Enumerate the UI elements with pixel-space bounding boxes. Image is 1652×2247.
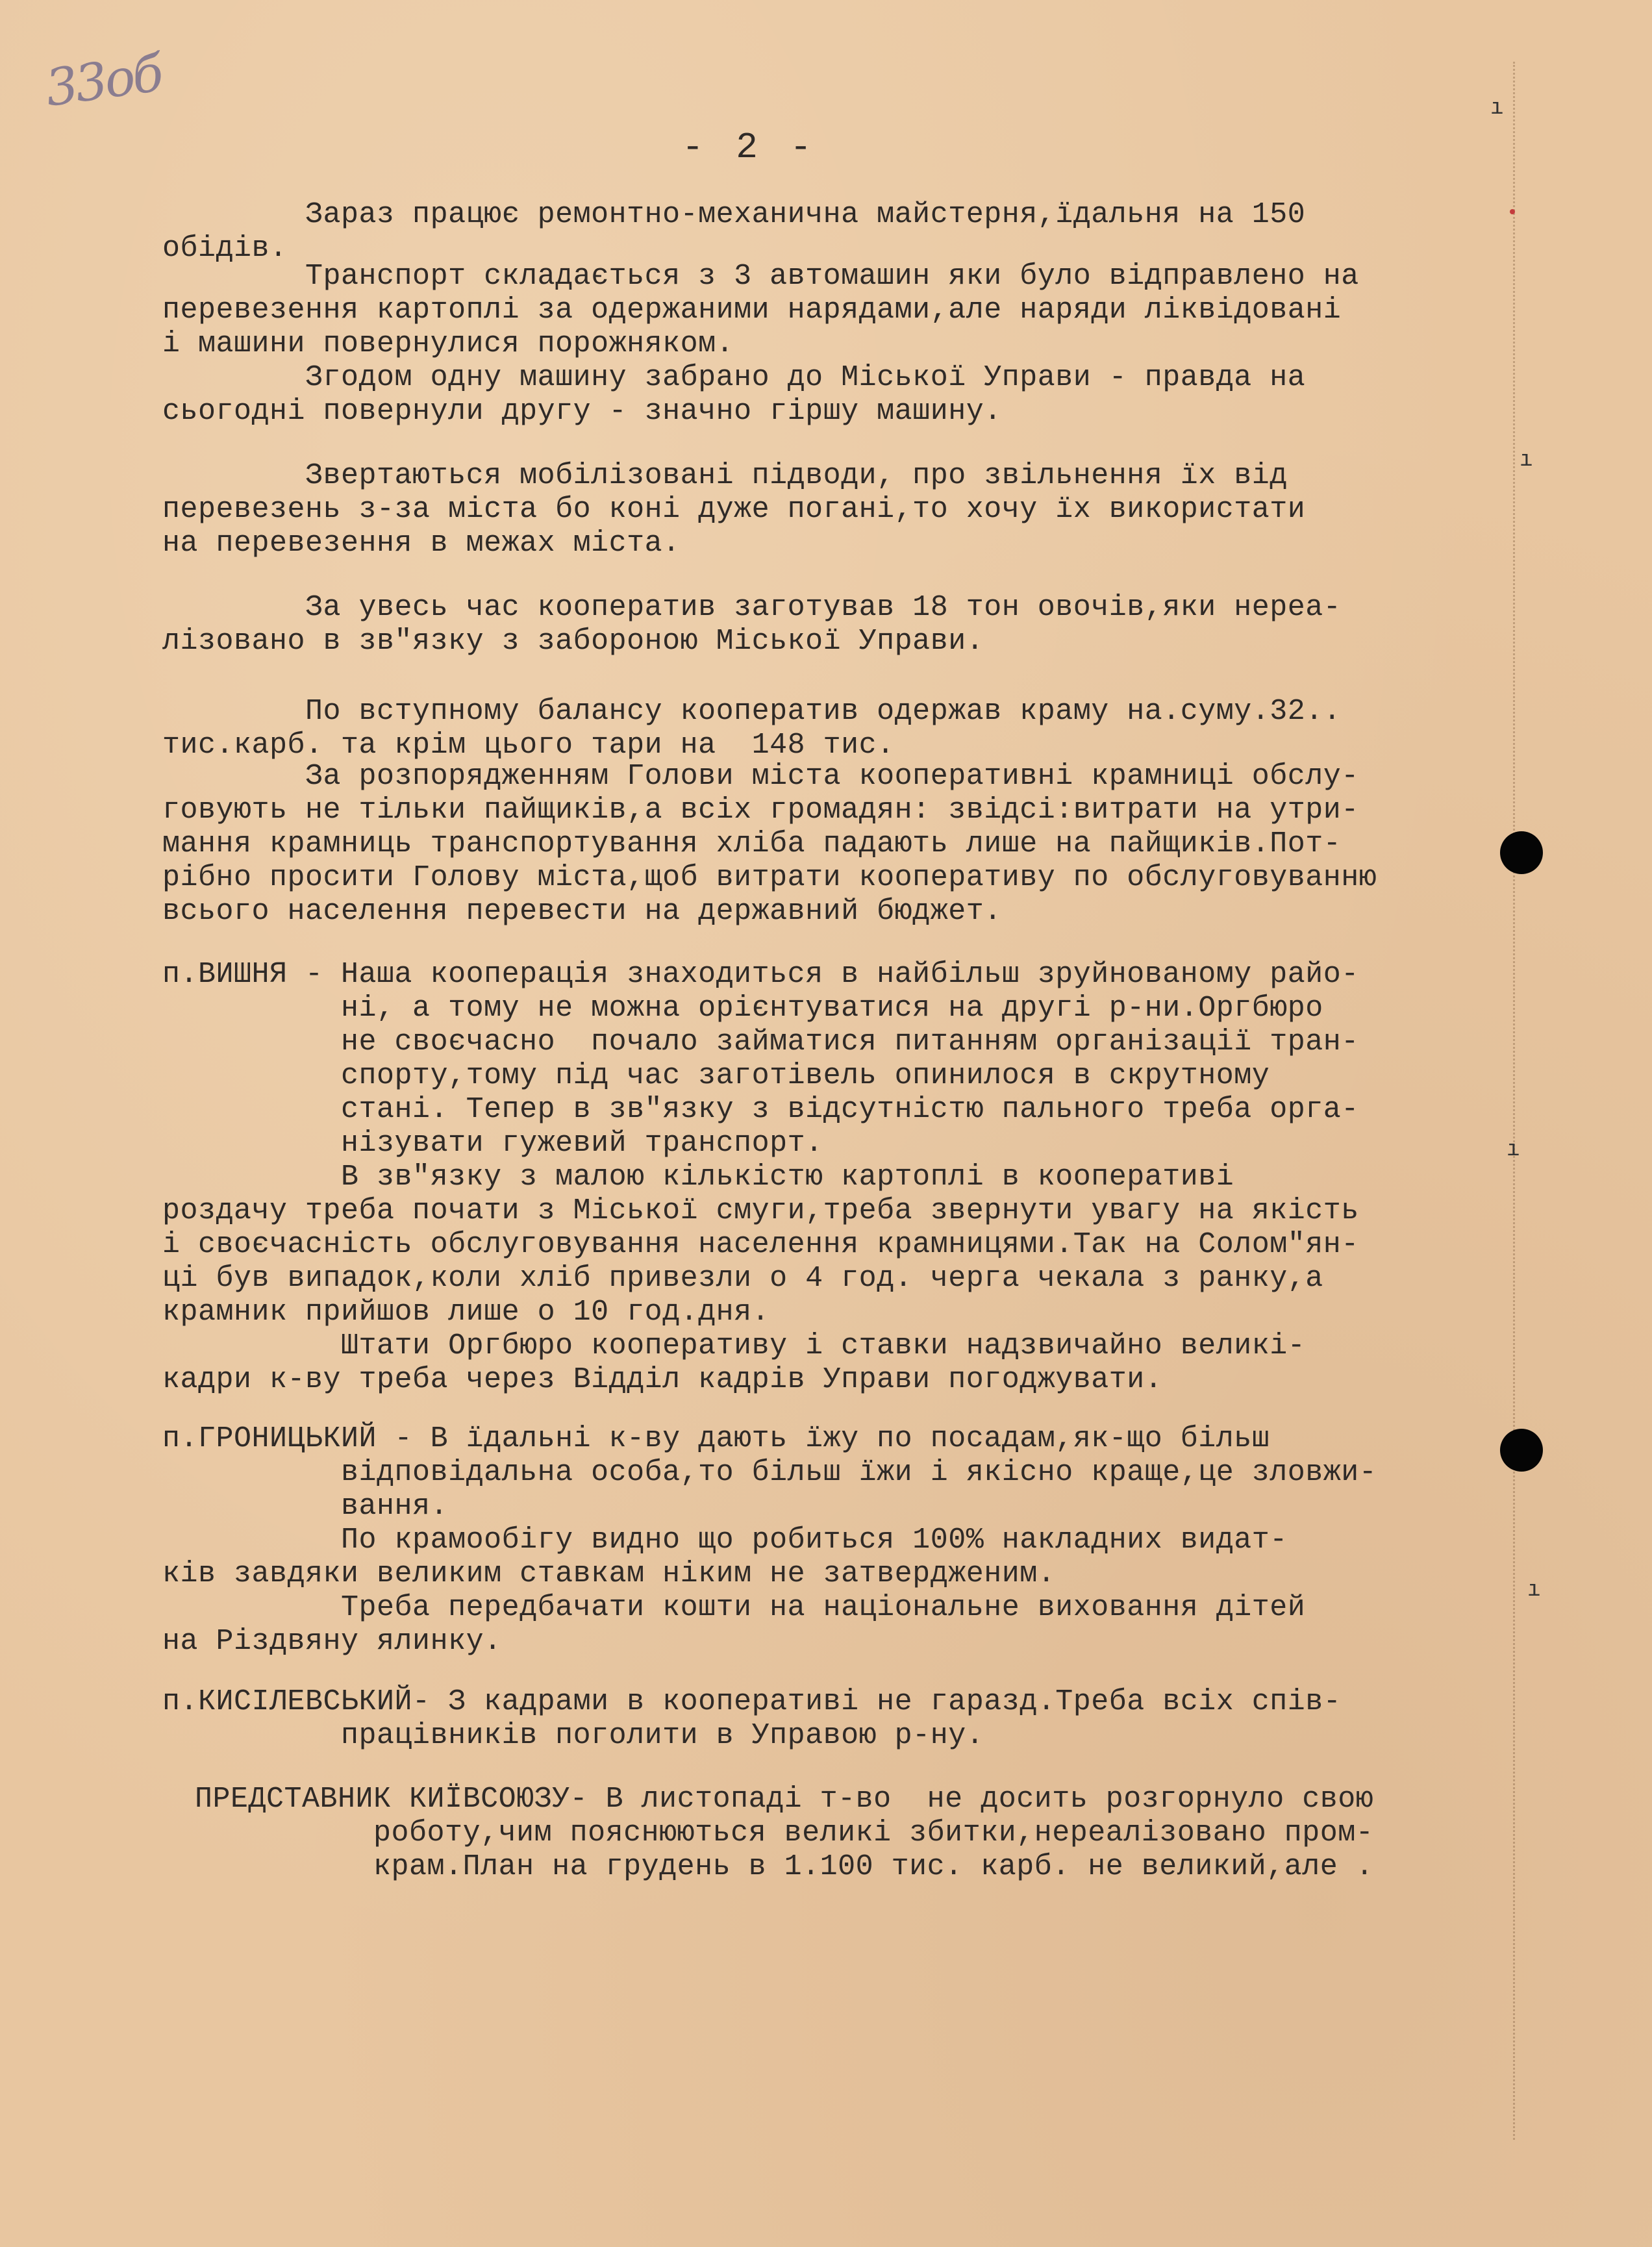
text-line: ці був випадок,коли хліб привезли о 4 год. черга чекала з ранку,а xyxy=(162,1262,1323,1295)
text-line: вання. xyxy=(162,1490,449,1523)
text-line: тис.карб. та крім цього тари на 148 тис. xyxy=(162,729,895,762)
text-line: п.КИСІЛЕВСЬКИЙ- З кадрами в кооперативі не гаразд.Треба всіх спів- xyxy=(162,1685,1342,1718)
text-line: По крамообігу видно що робиться 100% накладних видат- xyxy=(162,1524,1288,1557)
punch-hole xyxy=(1500,1429,1543,1472)
archive-number: 33об xyxy=(42,44,165,118)
text-line: п.ВИШНЯ - Наша кооперація знаходиться в найбільш зруйнованому райо- xyxy=(162,958,1359,991)
red-speck xyxy=(1510,209,1515,214)
text-line: не своєчасно почало займатися питанням організації тран- xyxy=(162,1025,1359,1059)
text-line: Зараз працює ремонтно-механична майстерня,їдальня на 150 xyxy=(162,198,1306,231)
text-line: крамник прийшов лише о 10 год.дня. xyxy=(162,1296,770,1329)
text-line: По вступному балансу кооператив одержав краму на.суму.32.. xyxy=(162,695,1342,728)
text-line: всього населення перевести на державний бюджет. xyxy=(162,895,1002,928)
text-line: працівників поголити в Управою р-ну. xyxy=(162,1719,984,1752)
text-line: рібно просити Голову міста,щоб витрати кооперативу по обслуговуванню xyxy=(162,861,1377,894)
text-line: спорту,тому під час заготівель опинилося в скрутному xyxy=(162,1059,1270,1092)
text-line: лізовано в зв"язку з забороною Міської Управи. xyxy=(162,625,984,658)
text-line: обідів. xyxy=(162,232,288,265)
text-line: крам.План на грудень в 1.100 тис. карб. не великий,але . xyxy=(195,1850,1374,1883)
text-line: п.ГРОНИЦЬКИЙ - В їдальні к-ву дають їжу по посадам,як-що більш xyxy=(162,1422,1270,1455)
text-line: Транспорт складається з 3 автомашин яки було відправлено на xyxy=(162,260,1359,293)
text-line: кадри к-ву треба через Відділ кадрів Управи погоджувати. xyxy=(162,1363,1163,1396)
text-line: Звертаються мобілізовані підводи, про звільнення їх від xyxy=(162,459,1288,492)
text-line: Штати Оргбюро кооперативу і ставки надзвичайно великі- xyxy=(162,1329,1306,1362)
text-line: сьогодні повернули другу - значно гіршу машину. xyxy=(162,395,1002,428)
text-line: ні, а тому не можна орієнтуватися на другі р-ни.Оргбюро xyxy=(162,992,1323,1025)
text-line: на перевезення в межах міста. xyxy=(162,527,681,560)
margin-tick: ı xyxy=(1507,1138,1520,1162)
text-line: перевезення картоплі за одержаними нарядами,але наряди ліквідовані xyxy=(162,294,1342,327)
text-line: говують не тільки пайщиків,а всіх громадян: звідсі:витрати на утри- xyxy=(162,794,1359,827)
text-line: на Різдвяну ялинку. xyxy=(162,1625,502,1658)
text-line: Треба передбачати кошти на національне виховання дітей xyxy=(162,1591,1306,1624)
text-line: ПРЕДСТАВНИК КИЇВСОЮЗУ- В листопаді т-во не досить розгорнуло свою xyxy=(195,1783,1374,1816)
text-line: роздачу треба почати з Міської смуги,треба звернути увагу на якість xyxy=(162,1194,1359,1227)
text-line: Згодом одну машину забрано до Міської Управи - правда на xyxy=(162,361,1306,394)
text-line: За розпорядженням Голови міста кооперативні крамниці обслу- xyxy=(162,760,1359,793)
text-line: За увесь час кооператив заготував 18 тон овочів,яки нереа- xyxy=(162,591,1342,624)
page-number: - 2 - xyxy=(682,127,818,168)
text-line: стані. Тепер в зв"язку з відсутністю пального треба орга- xyxy=(162,1093,1359,1126)
margin-tick: ı xyxy=(1527,1578,1541,1603)
text-line: і машини повернулися порожняком. xyxy=(162,327,734,360)
margin-dotted-line xyxy=(1513,62,1517,2140)
text-line: нізувати гужевий транспорт. xyxy=(162,1127,823,1160)
margin-tick: ı xyxy=(1520,448,1533,473)
text-line: перевезень з-за міста бо коні дуже погані,то хочу їх використати xyxy=(162,493,1306,526)
punch-hole xyxy=(1500,831,1543,874)
text-line: і своєчасність обслуговування населення крамницями.Так на Солом"ян- xyxy=(162,1228,1359,1261)
text-line: мання крамниць транспортування хліба падають лише на пайщиків.Пот- xyxy=(162,827,1342,860)
text-line: роботу,чим пояснюються великі збитки,нереалізовано пром- xyxy=(195,1816,1374,1850)
margin-tick: ı xyxy=(1490,96,1504,121)
text-line: В зв"язку з малою кількістю картоплі в кооперативі xyxy=(162,1161,1234,1194)
text-line: ків завдяки великим ставкам ніким не затвердженим. xyxy=(162,1557,1056,1590)
text-line: відповідальна особа,то більш їжи і якісно краще,це зловжи- xyxy=(162,1456,1377,1489)
